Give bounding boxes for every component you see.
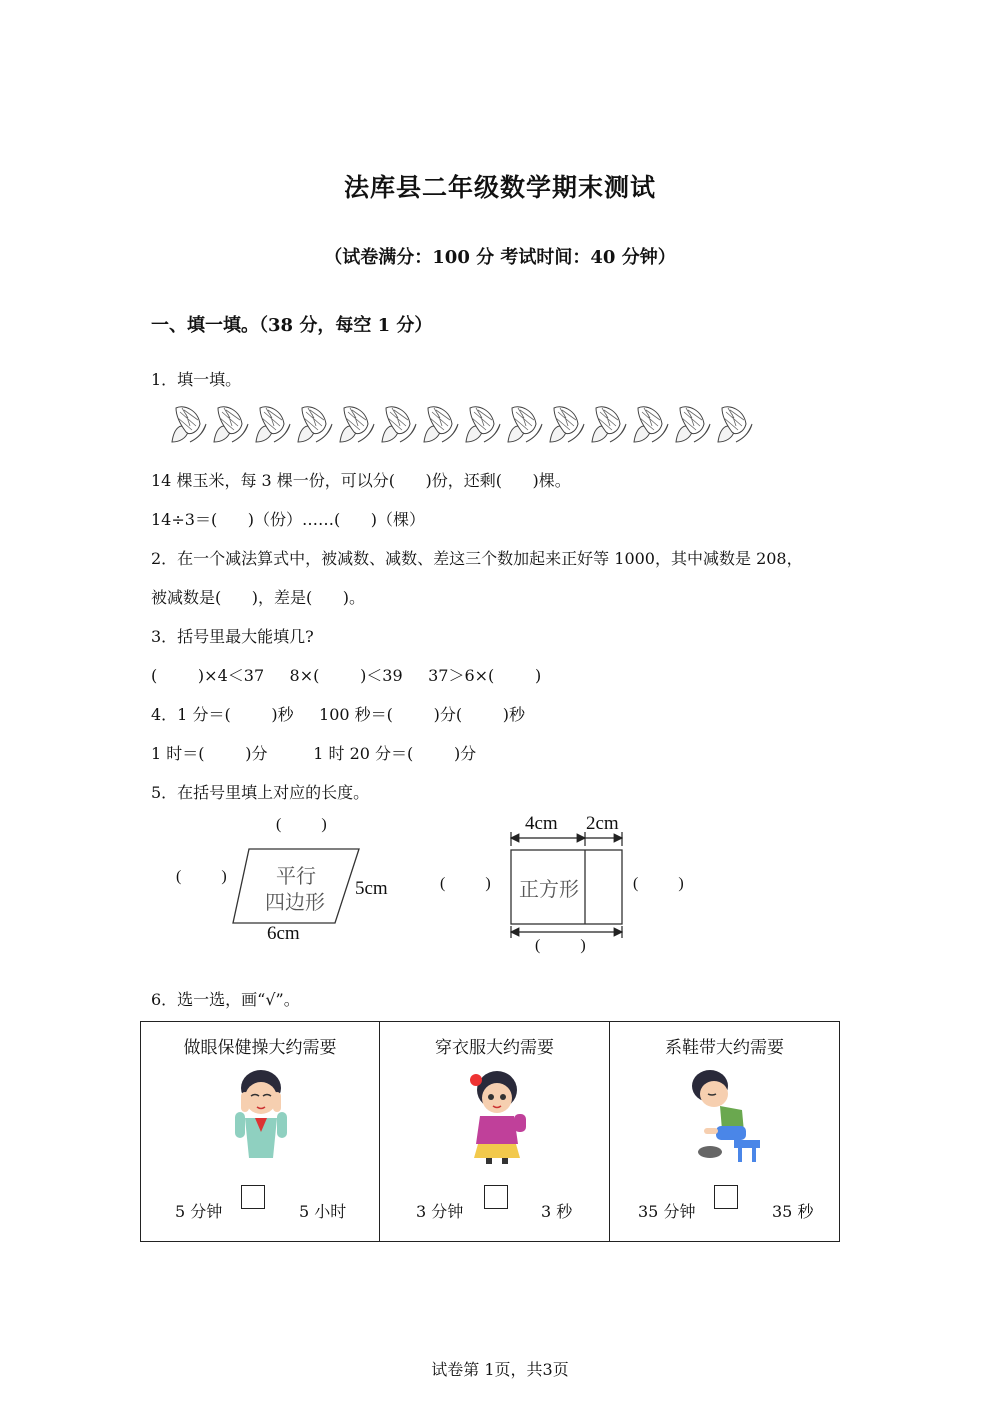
option-left: 3 分钟 — [416, 1202, 464, 1221]
question-3-label: 3．括号里最大能填几? — [151, 627, 314, 646]
option-right: 3 秒 — [541, 1202, 573, 1221]
question-1-line-b: 14÷3＝( )（份）……( )（棵） — [151, 510, 425, 529]
girl-dressing-icon — [462, 1066, 532, 1166]
question-4-line-b: 1 时＝( )分 1 时 20 分＝( )分 — [151, 744, 477, 763]
question-2-line-a: 2．在一个减法算式中，被减数、减数、差这三个数加起来正好等 1000，其中减数是 208， — [151, 549, 803, 568]
question-2-line-b: 被减数是( )，差是( )。 — [151, 588, 366, 607]
parallelogram-label-1: 平行 — [276, 866, 316, 888]
question-1-label: 1．填一填。 — [151, 370, 242, 389]
answer-checkbox[interactable] — [714, 1185, 738, 1209]
boy-tying-shoelace-icon — [686, 1066, 766, 1166]
parallelogram-label-2: 四边形 — [265, 892, 325, 914]
corn-icon — [588, 402, 630, 446]
corn-icon — [504, 402, 546, 446]
corn-icon — [168, 402, 210, 446]
choice-title: 系鞋带大约需要 — [665, 1038, 784, 1058]
choice-cell-dressing — [379, 1022, 609, 1241]
corn-icon — [462, 402, 504, 446]
page-title: 法库县二年级数学期末测试 — [343, 173, 656, 202]
choice-title: 做眼保健操大约需要 — [183, 1038, 337, 1058]
paren-bottom-rect: ( ) — [535, 937, 586, 954]
section-heading: 一、填一填。（38 分，每空 1 分） — [151, 315, 433, 336]
side-length-label: 5cm — [355, 878, 388, 899]
choice-cell-eye-exercise — [141, 1022, 379, 1241]
option-right: 35 秒 — [772, 1202, 814, 1221]
choice-title: 穿衣服大约需要 — [435, 1038, 554, 1058]
question-6-label: 6．选一选，画“√”。 — [151, 990, 300, 1009]
top-left-length-label: 4cm — [525, 813, 558, 834]
answer-checkbox[interactable] — [484, 1185, 508, 1209]
question-3-items: ( )×4＜37 8×( )＜39 37＞6×( ) — [151, 666, 542, 685]
option-left: 5 分钟 — [175, 1202, 223, 1221]
top-right-length-label: 2cm — [586, 813, 619, 834]
option-left: 35 分钟 — [638, 1202, 696, 1221]
paren-right-rect: ( ) — [633, 875, 684, 892]
paren-top-parallelogram: ( ) — [276, 816, 327, 833]
corn-icon — [336, 402, 378, 446]
corn-icon — [294, 402, 336, 446]
corn-icon — [630, 402, 672, 446]
answer-checkbox[interactable] — [241, 1185, 265, 1209]
corn-icon — [546, 402, 588, 446]
paren-left-parallelogram: ( ) — [176, 868, 227, 885]
corn-icon — [714, 402, 756, 446]
choice-table — [140, 1021, 840, 1242]
bottom-length-label: 6cm — [267, 923, 300, 944]
corn-icon — [420, 402, 462, 446]
corn-icon — [210, 402, 252, 446]
question-4-line-a: 4．1 分＝( )秒 100 秒＝( )分( )秒 — [151, 705, 526, 724]
corn-icon — [378, 402, 420, 446]
question-1-line-a: 14 棵玉米，每 3 棵一份，可以分( )份，还剩( )棵。 — [151, 471, 571, 490]
corn-row — [168, 402, 756, 446]
choice-cell-shoelace — [609, 1022, 839, 1241]
square-label: 正方形 — [519, 879, 579, 901]
option-right: 5 小时 — [299, 1202, 347, 1221]
boy-eye-exercise-icon — [231, 1066, 291, 1166]
paren-left-rect: ( ) — [440, 875, 491, 892]
exam-info: （试卷满分：100 分 考试时间：40 分钟） — [324, 247, 676, 268]
corn-icon — [252, 402, 294, 446]
page-footer: 试卷第 1页，共3页 — [431, 1360, 569, 1379]
question-5-label: 5．在括号里填上对应的长度。 — [151, 783, 370, 802]
corn-icon — [672, 402, 714, 446]
